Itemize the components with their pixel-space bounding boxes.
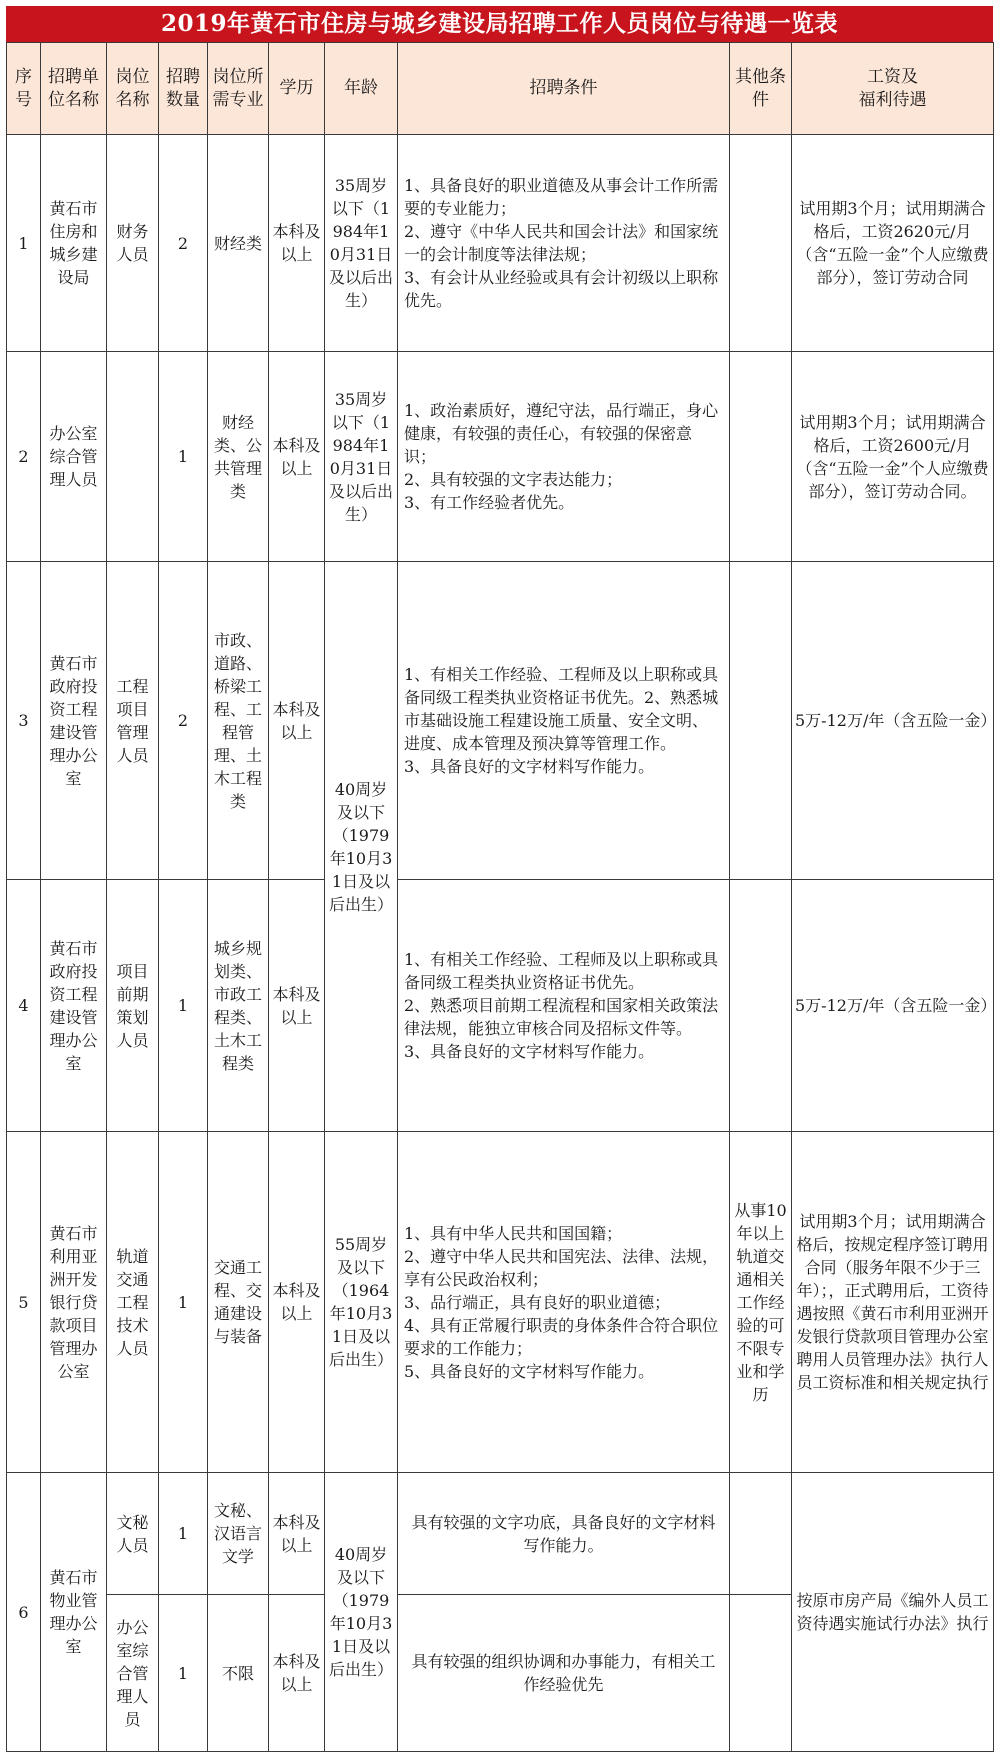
cell-requirements: 1、有相关工作经验、工程师及以上职称或具备同级工程类执业资格证书优先。2、熟悉城市基础设施工程建设施工质量、安全文明、进度、成本管理及预决算等管理工作。 3、具备良好的文字材料写作能力。	[398, 562, 730, 880]
cell-unit: 黄石市住房和城乡建设局	[41, 135, 107, 352]
header-requirements: 招聘条件	[398, 43, 730, 135]
cell-salary: 试用期3个月；试用期满合格后，按规定程序签订聘用合同（服务年限不少于三年）；，正式聘用后，工资待遇按照《黄石市利用亚洲开发银行贷款项目管理办公室聘用人员管理办法》执行人员工资标准和相关规定执行	[792, 1132, 994, 1473]
table-row	[7, 880, 994, 1132]
cell-salary: 试用期3个月；试用期满合格后，工资2620元/月（含“五险一金”个人应缴费部分），签订劳动合同	[792, 135, 994, 352]
cell-count: 1	[159, 1595, 208, 1752]
cell-unit: 黄石市政府投资工程建设管理办公室	[41, 880, 107, 1132]
cell-unit: 办公室综合管理人员	[41, 352, 107, 562]
cell-major: 市政、道路、桥梁工程、工程管理、土木工程类	[208, 562, 269, 880]
cell-requirements: 1、具有中华人民共和国国籍； 2、遵守中华人民共和国宪法、法律、法规，享有公民政治权利； 3、品行端正，具有良好的职业道德； 4、具有正常履行职责的身体条件合符合职位要求的工作能力； 5、具备良好的文字材料写作能力。	[398, 1132, 730, 1473]
cell-seq: 1	[7, 135, 41, 352]
cell-seq: 4	[7, 880, 41, 1132]
cell-other	[730, 562, 792, 880]
cell-position: 办公室综合管理人员	[107, 1595, 159, 1752]
cell-count: 2	[159, 135, 208, 352]
cell-position: 项目前期策划人员	[107, 880, 159, 1132]
cell-count: 1	[159, 880, 208, 1132]
cell-major: 不限	[208, 1595, 269, 1752]
cell-position: 财务人员	[107, 135, 159, 352]
cell-requirements: 1、具备良好的职业道德及从事会计工作所需要的专业能力； 2、遵守《中华人民共和国会计法》和国家统一的会计制度等法律法规； 3、有会计从业经验或具有会计初级以上职称优先。	[398, 135, 730, 352]
cell-education: 本科及以上	[269, 1595, 325, 1752]
header-count: 招聘数量	[159, 43, 208, 135]
cell-salary: 5万-12万/年（含五险一金）	[792, 562, 994, 880]
cell-other	[730, 1595, 792, 1752]
cell-count: 1	[159, 1132, 208, 1473]
cell-major: 文秘、汉语言文学	[208, 1473, 269, 1595]
cell-seq: 3	[7, 562, 41, 880]
header-unit: 招聘单位名称	[41, 43, 107, 135]
cell-count: 2	[159, 562, 208, 880]
table-row	[7, 352, 994, 562]
cell-age: 55周岁及以下（1964年10月31日及以后出生）	[325, 1132, 398, 1473]
header-salary: 工资及 福利待遇	[792, 43, 994, 135]
recruitment-document	[6, 6, 997, 1752]
cell-other	[730, 352, 792, 562]
cell-position: 工程项目管理人员	[107, 562, 159, 880]
cell-requirements: 具有较强的文字功底，具备良好的文字材料写作能力。	[398, 1473, 730, 1595]
table-row	[7, 1132, 994, 1473]
table-row	[7, 562, 994, 880]
cell-age: 35周岁以下（1984年10月31日及以后出生）	[325, 135, 398, 352]
cell-education: 本科及以上	[269, 135, 325, 352]
cell-seq: 2	[7, 352, 41, 562]
cell-major: 财经类、公共管理类	[208, 352, 269, 562]
cell-position: 轨道交通工程技术人员	[107, 1132, 159, 1473]
cell-other	[730, 880, 792, 1132]
recruitment-table	[6, 42, 997, 1752]
cell-seq: 5	[7, 1132, 41, 1473]
cell-salary: 按原市房产局《编外人员工资待遇实施试行办法》执行	[792, 1473, 994, 1752]
cell-education: 本科及以上	[269, 562, 325, 880]
cell-requirements: 1、政治素质好，遵纪守法，品行端正，身心健康，有较强的责任心，有较强的保密意识； 2、具有较强的文字表达能力； 3、有工作经验者优先。	[398, 352, 730, 562]
cell-major: 城乡规划类、市政工程类、土木工程类	[208, 880, 269, 1132]
cell-position	[107, 352, 159, 562]
cell-position: 文秘人员	[107, 1473, 159, 1595]
cell-requirements: 具有较强的组织协调和办事能力，有相关工作经验优先	[398, 1595, 730, 1752]
table-row	[7, 135, 994, 352]
document-title: 2019年黄石市住房与城乡建设局招聘工作人员岗位与待遇一览表	[6, 6, 993, 42]
cell-education: 本科及以上	[269, 352, 325, 562]
cell-major: 财经类	[208, 135, 269, 352]
header-position: 岗位名称	[107, 43, 159, 135]
cell-unit: 黄石市利用亚洲开发银行贷款项目管理办公室	[41, 1132, 107, 1473]
header-row	[7, 43, 994, 135]
cell-count: 1	[159, 1473, 208, 1595]
header-education: 学历	[269, 43, 325, 135]
cell-count: 1	[159, 352, 208, 562]
cell-salary: 5万-12万/年（含五险一金）	[792, 880, 994, 1132]
cell-seq: 6	[7, 1473, 41, 1752]
table-row	[7, 1473, 994, 1595]
cell-other: 从事10年以上轨道交通相关工作经验的可不限专业和学历	[730, 1132, 792, 1473]
cell-education: 本科及以上	[269, 1132, 325, 1473]
cell-age: 40周岁及以下（1979年10月31日及以后出生）	[325, 1473, 398, 1752]
cell-requirements: 1、有相关工作经验、工程师及以上职称或具备同级工程类执业资格证书优先。 2、熟悉项目前期工程流程和国家相关政策法律法规，能独立审核合同及招标文件等。 3、具备良好的文字材料写作能力。	[398, 880, 730, 1132]
cell-unit: 黄石市物业管理办公室	[41, 1473, 107, 1752]
cell-education: 本科及以上	[269, 1473, 325, 1595]
cell-major: 交通工程、交通建设与装备	[208, 1132, 269, 1473]
cell-age: 35周岁以下（1984年10月31日及以后出生）	[325, 352, 398, 562]
cell-unit: 黄石市政府投资工程建设管理办公室	[41, 562, 107, 880]
cell-other	[730, 1473, 792, 1595]
cell-education: 本科及以上	[269, 880, 325, 1132]
cell-salary: 试用期3个月；试用期满合格后，工资2600元/月（含“五险一金”个人应缴费部分），签订劳动合同。	[792, 352, 994, 562]
header-major: 岗位所需专业	[208, 43, 269, 135]
header-age: 年龄	[325, 43, 398, 135]
cell-other	[730, 135, 792, 352]
header-seq: 序号	[7, 43, 41, 135]
cell-age: 40周岁及以下（1979年10月31日及以后出生）	[325, 562, 398, 1132]
header-other: 其他条件	[730, 43, 792, 135]
